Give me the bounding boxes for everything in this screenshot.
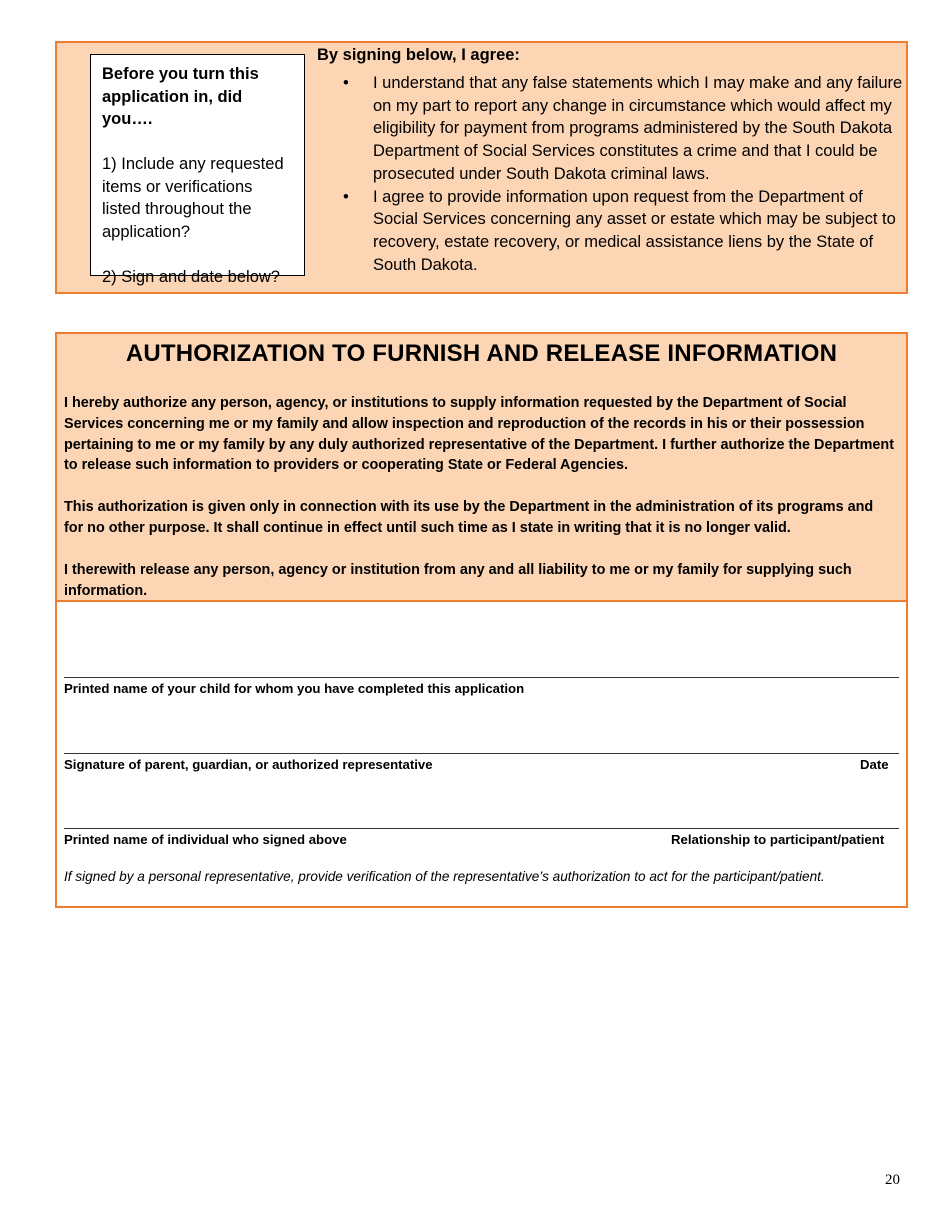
relationship-label: Relationship to participant/patient [671, 832, 885, 847]
checklist-box [90, 54, 305, 286]
agreement-title: By signing below, I agree: [317, 46, 520, 64]
bullet-icon: • [343, 187, 349, 206]
checklist-item-2: 2) Sign and date below? [102, 267, 280, 286]
checklist-heading: Before you turn this application in, did you…. [102, 65, 259, 128]
authorization-title: AUTHORIZATION TO FURNISH AND RELEASE INFORMATION [125, 340, 838, 367]
signature-label: Signature of parent, guardian, or authorized representative [64, 757, 433, 772]
authorization-header [57, 334, 906, 602]
child-name-line[interactable] [64, 677, 899, 678]
signature-line[interactable] [64, 753, 899, 754]
agreement-item [317, 186, 905, 277]
printed-name-line[interactable] [64, 828, 899, 829]
page-number: 20 [885, 1172, 900, 1188]
authorization-paragraph-1: I hereby authorize any person, agency, or institutions to supply information requested by the Department of Social Services concerning me or my family and allow inspection and reproduction of the records in his or their possession pertaining to me or my family by any duly authorized representative of the Department. I further authorize the Department to release such information to providers or cooperating State or Federal Agencies. [64, 395, 895, 474]
representative-note: If signed by a personal representative, provide verification of the representative’s authorization to act for the participant/patient. [64, 869, 825, 884]
checklist-item-1: 1) Include any requested items or verifications listed throughout the application? [102, 155, 284, 241]
agreement-box [55, 41, 908, 294]
date-label: Date [860, 757, 889, 772]
authorization-box [55, 332, 908, 908]
authorization-paragraph-3: I therewith release any person, agency or institution from any and all liability to me or my family for supplying such information. [64, 562, 852, 599]
authorization-paragraph-2: This authorization is given only in connection with its use by the Department in the administration of its programs and for no other purpose. It shall continue in effect until such time as I state in writing that it is no longer valid. [64, 499, 874, 536]
agreement-content [317, 44, 905, 276]
agreement-item [317, 72, 905, 186]
agreement-item-text: I understand that any false statements which I may make and any failure on my part to report any change in circumstance which would affect my eligibility for payment from programs administered by the South Dakota Department of Social Services constitutes a crime and that I could be prosecuted under South Dakota criminal laws. [373, 74, 903, 183]
printed-name-label: Printed name of individual who signed above [64, 832, 347, 847]
child-name-label: Printed name of your child for whom you have completed this application [64, 681, 525, 696]
bullet-icon: • [343, 74, 349, 92]
agreement-list [317, 72, 905, 276]
agreement-item-text: I agree to provide information upon request from the Department of Social Services concerning any asset or estate which may be subject to recovery, estate recovery, or medical assistance liens by the State of South Dakota. [373, 187, 896, 274]
